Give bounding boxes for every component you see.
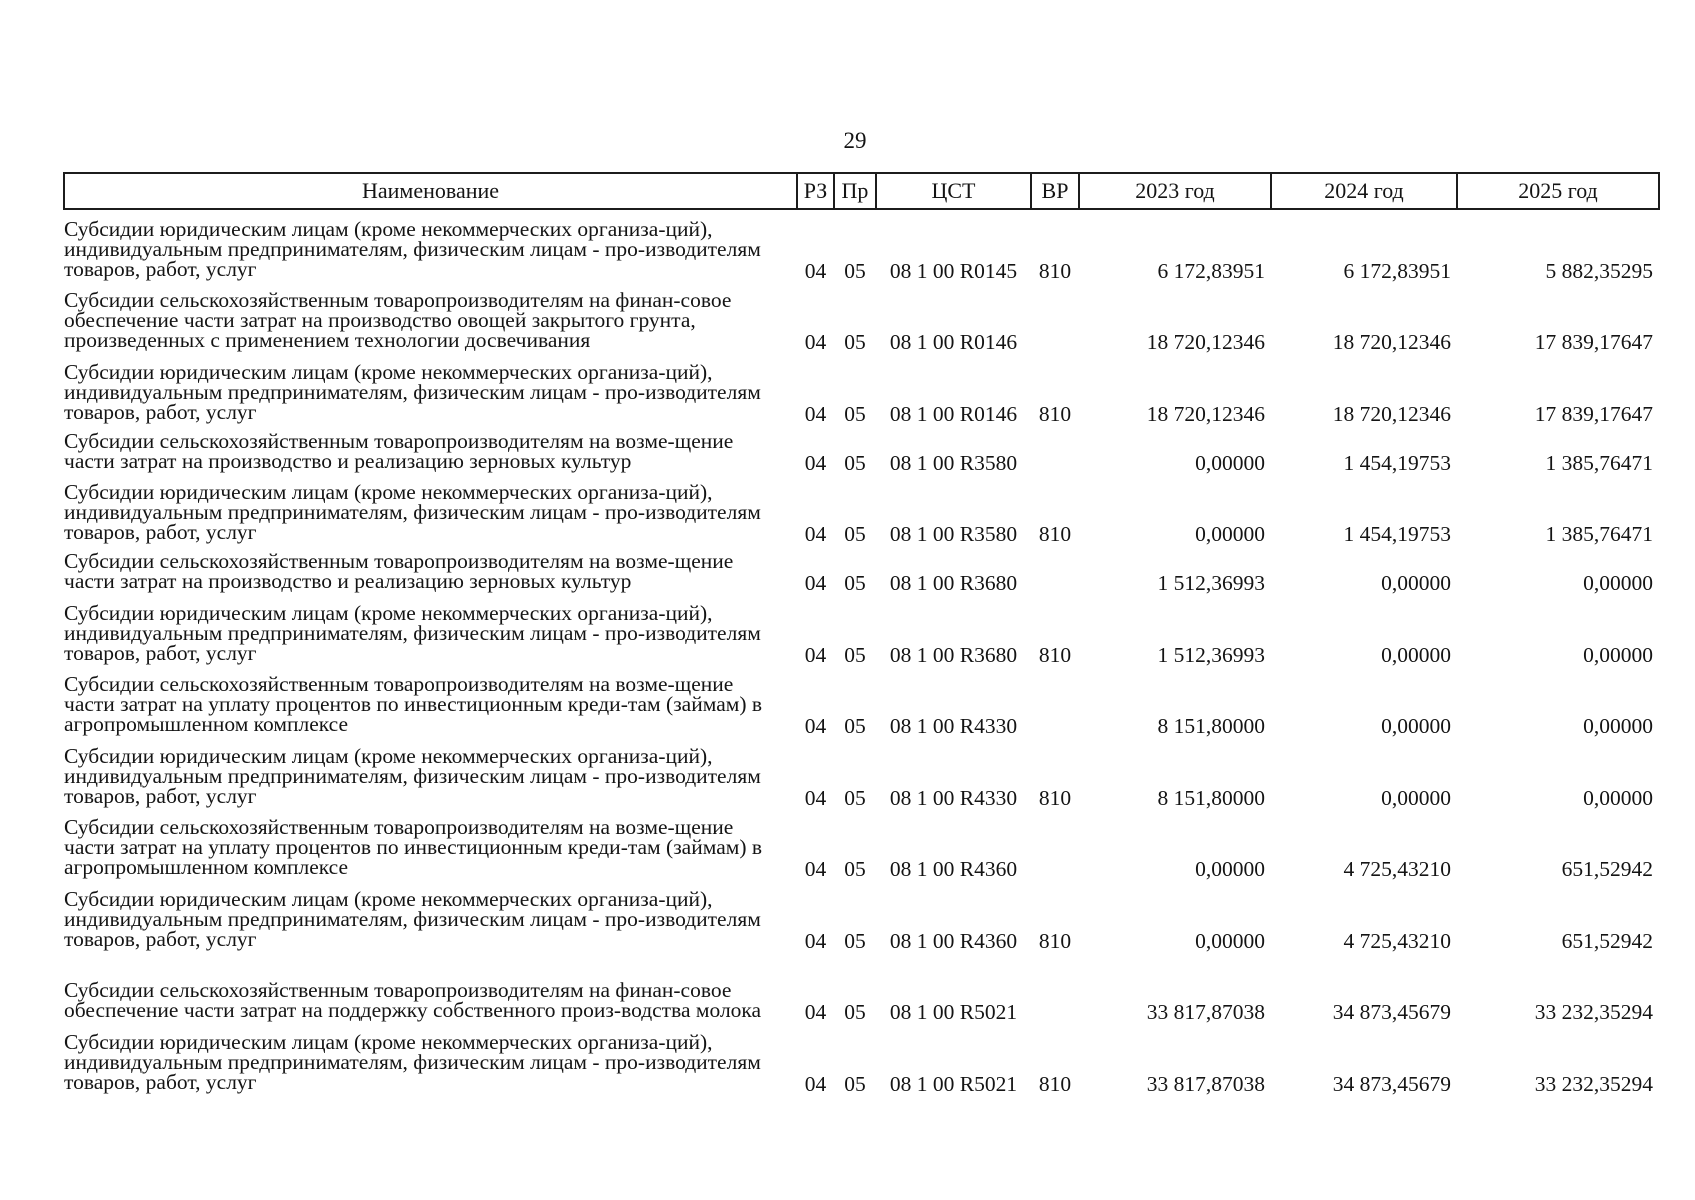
row-pr: 05: [844, 330, 866, 354]
row-vr: 810: [1038, 642, 1072, 667]
row-vr: 810: [1038, 1071, 1072, 1096]
row-rz: 04: [804, 928, 827, 953]
row-vr: [1031, 665, 1079, 737]
row-name: Субсидии сельскохозяйственным товаропроизводителям на финан-совое обеспечение части затрат на производство овощей закрытого грунта, произведенных с применением технологии досвечивания: [64, 288, 732, 352]
row-cst: 08 1 00 R4330: [889, 714, 1018, 738]
row-2024: 0,00000: [1381, 785, 1451, 810]
header-2024: 2024 год: [1271, 173, 1457, 209]
row-2023: 0,00000: [1195, 450, 1265, 475]
row-cst: 08 1 00 R3680: [889, 571, 1018, 595]
budget-table: [63, 172, 1660, 1094]
row-vr: [1031, 281, 1079, 353]
row-cst: 08 1 00 R0146: [889, 330, 1018, 354]
row-name: Субсидии сельскохозяйственным товаропроизводителям на финан-совое обеспечение части затрат на поддержку собственного произ-водства молока: [64, 978, 762, 1022]
row-cst: 08 1 00 R5021: [889, 1071, 1018, 1096]
row-2023: 18 720,12346: [1146, 330, 1265, 354]
row-2024: 0,00000: [1381, 714, 1451, 738]
row-cst: 08 1 00 R4330: [889, 785, 1018, 810]
row-2024: 4 725,43210: [1343, 928, 1451, 953]
table-row: [64, 281, 1659, 353]
row-cst: 08 1 00 R0146: [889, 401, 1018, 426]
row-pr: 05: [844, 571, 866, 595]
table-row: [64, 1022, 1659, 1094]
row-2025: 17 839,17647: [1534, 401, 1653, 426]
row-name: Субсидии сельскохозяйственным товаропроизводителям на возме-щение части затрат на производство и реализацию зерновых культур: [64, 549, 734, 593]
row-2025: 651,52942: [1561, 928, 1653, 953]
row-cst: 08 1 00 R0145: [889, 258, 1018, 283]
row-rz: 04: [804, 258, 827, 283]
row-2025: 1 385,76471: [1545, 522, 1653, 546]
row-name: Субсидии сельскохозяйственным товаропроизводителям на возме-щение части затрат на уплату процентов по инвестиционным креди-там (займам) в агропромышленном комплексе: [64, 815, 763, 879]
row-2025: 0,00000: [1583, 714, 1653, 738]
row-name: Субсидии сельскохозяйственным товаропроизводителям на возме-щение части затрат на уплату процентов по инвестиционным креди-там (займам) в агропромышленном комплексе: [64, 672, 763, 736]
row-vr: 810: [1038, 258, 1072, 283]
row-2024: 0,00000: [1381, 642, 1451, 667]
row-rz: 04: [804, 522, 827, 546]
table-row: [64, 665, 1659, 737]
row-2025: 0,00000: [1583, 785, 1653, 810]
row-2025: 33 232,35294: [1534, 1000, 1653, 1024]
row-2023: 8 151,80000: [1157, 714, 1265, 738]
table-row: [64, 544, 1659, 593]
row-rz: 04: [804, 857, 827, 881]
row-cst: 08 1 00 R3580: [889, 450, 1018, 475]
table-row: [64, 951, 1659, 1023]
row-name: Субсидии юридическим лицам (кроме некоммерческих организа-ций), индивидуальным предпринимателям, физическим лицам - про-изводителям товаров, работ, услуг: [64, 359, 761, 424]
row-2023: 1 512,36993: [1157, 571, 1265, 595]
row-cst: 08 1 00 R5021: [889, 1000, 1018, 1024]
row-cst: 08 1 00 R3680: [889, 642, 1018, 667]
table-row: [64, 808, 1659, 880]
page-number: 29: [843, 128, 867, 153]
row-2023: 0,00000: [1195, 928, 1265, 953]
row-2023: 6 172,83951: [1157, 258, 1265, 283]
row-name: Субсидии юридическим лицам (кроме некоммерческих организа-ций), индивидуальным предпринимателям, физическим лицам - про-изводителям товаров, работ, услуг: [64, 480, 761, 544]
row-pr: 05: [844, 928, 866, 953]
row-2025: 33 232,35294: [1534, 1071, 1653, 1096]
table-row: [64, 736, 1659, 808]
row-2024: 1 454,19753: [1343, 522, 1451, 546]
row-rz: 04: [804, 1071, 827, 1096]
row-2024: 1 454,19753: [1343, 450, 1451, 475]
row-name: Субсидии юридическим лицам (кроме некоммерческих организа-ций), индивидуальным предпринимателям, физическим лицам - про-изводителям товаров, работ, услуг: [64, 886, 761, 951]
row-rz: 04: [804, 1000, 827, 1024]
row-pr: 05: [844, 1000, 866, 1024]
row-cst: 08 1 00 R4360: [889, 857, 1018, 881]
row-2023: 18 720,12346: [1146, 401, 1265, 426]
row-2024: 4 725,43210: [1343, 857, 1451, 881]
row-rz: 04: [804, 785, 827, 810]
table-row: [64, 473, 1659, 545]
row-pr: 05: [844, 522, 866, 546]
row-name: Субсидии юридическим лицам (кроме некоммерческих организа-ций), индивидуальным предпринимателям, физическим лицам - про-изводителям товаров, работ, услуг: [64, 1029, 761, 1094]
row-rz: 04: [804, 401, 827, 426]
row-2023: 0,00000: [1195, 522, 1265, 546]
row-2023: 33 817,87038: [1146, 1071, 1265, 1096]
table-header-row: [64, 173, 1659, 209]
row-rz: 04: [804, 571, 827, 595]
row-2023: 8 151,80000: [1157, 785, 1265, 810]
row-2024: 34 873,45679: [1332, 1071, 1451, 1096]
row-pr: 05: [844, 857, 866, 881]
row-pr: 05: [844, 785, 866, 810]
row-vr: [1031, 424, 1079, 473]
header-vr: ВР: [1031, 173, 1079, 209]
row-vr: 810: [1038, 785, 1072, 810]
row-2024: 34 873,45679: [1332, 1000, 1451, 1024]
header-name: Наименование: [64, 173, 797, 209]
row-rz: 04: [804, 450, 827, 475]
row-pr: 05: [844, 642, 866, 667]
table-row: [64, 879, 1659, 951]
row-rz: 04: [804, 330, 827, 354]
row-2023: 0,00000: [1195, 857, 1265, 881]
row-2024: 18 720,12346: [1332, 401, 1451, 426]
header-rz: РЗ: [797, 173, 834, 209]
row-cst: 08 1 00 R4360: [889, 928, 1018, 953]
row-vr: [1031, 951, 1079, 1023]
row-vr: [1031, 544, 1079, 593]
row-2025: 5 882,35295: [1545, 258, 1653, 283]
row-2025: 17 839,17647: [1534, 330, 1653, 354]
header-pr: Пр: [834, 173, 876, 209]
row-rz: 04: [804, 642, 827, 667]
row-vr: [1031, 808, 1079, 880]
row-2025: 651,52942: [1561, 857, 1653, 881]
header-2025: 2025 год: [1457, 173, 1659, 209]
row-rz: 04: [804, 714, 827, 738]
row-pr: 05: [844, 714, 866, 738]
row-cst: 08 1 00 R3580: [889, 522, 1018, 546]
row-2025: 0,00000: [1583, 642, 1653, 667]
row-name: Субсидии юридическим лицам (кроме некоммерческих организа-ций), индивидуальным предпринимателям, физическим лицам - про-изводителям товаров, работ, услуг: [64, 600, 761, 665]
row-pr: 05: [844, 1071, 866, 1096]
row-vr: 810: [1038, 522, 1072, 546]
row-pr: 05: [844, 401, 866, 426]
row-2024: 6 172,83951: [1343, 258, 1451, 283]
table-row: [64, 593, 1659, 665]
row-2025: 1 385,76471: [1545, 450, 1653, 475]
table-row: [64, 352, 1659, 424]
row-vr: 810: [1038, 401, 1072, 426]
row-2024: 0,00000: [1381, 571, 1451, 595]
header-cst: ЦСТ: [876, 173, 1031, 209]
header-2023: 2023 год: [1079, 173, 1271, 209]
row-2023: 1 512,36993: [1157, 642, 1265, 667]
row-2024: 18 720,12346: [1332, 330, 1451, 354]
row-name: Субсидии юридическим лицам (кроме некоммерческих организа-ций), индивидуальным предпринимателям, физическим лицам - про-изводителям товаров, работ, услуг: [64, 216, 761, 281]
row-vr: 810: [1038, 928, 1072, 953]
row-name: Субсидии сельскохозяйственным товаропроизводителям на возме-щение части затрат на производство и реализацию зерновых культур: [64, 428, 734, 473]
row-name: Субсидии юридическим лицам (кроме некоммерческих организа-ций), индивидуальным предпринимателям, физическим лицам - про-изводителям товаров, работ, услуг: [64, 743, 761, 808]
row-2025: 0,00000: [1583, 571, 1653, 595]
row-pr: 05: [844, 450, 866, 475]
table-row: [64, 424, 1659, 473]
table-row: [64, 209, 1659, 281]
row-pr: 05: [844, 258, 866, 283]
row-2023: 33 817,87038: [1146, 1000, 1265, 1024]
